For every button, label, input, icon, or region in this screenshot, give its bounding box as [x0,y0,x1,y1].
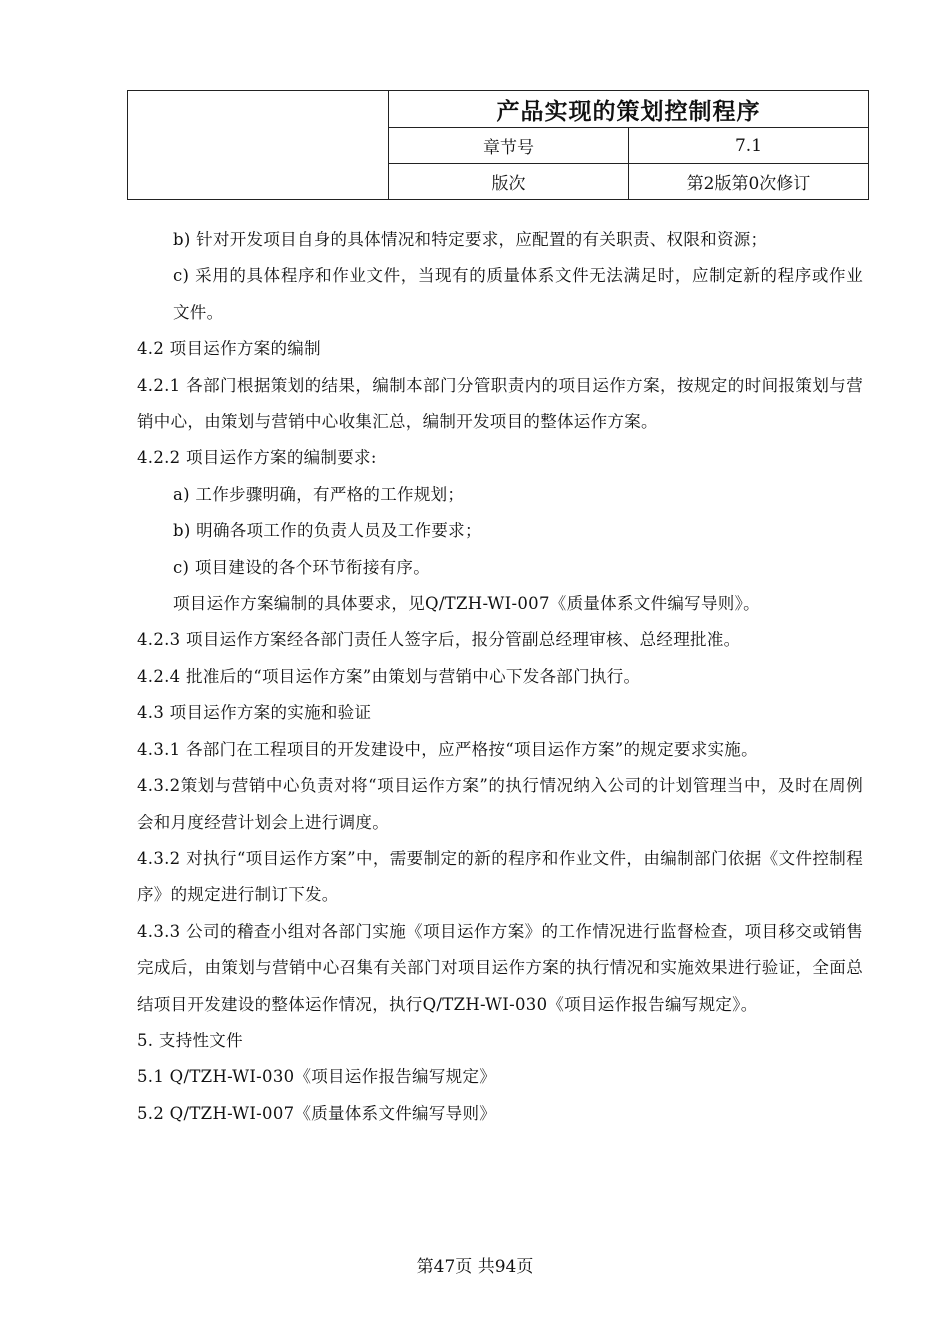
body-paragraph: 4.3.2策划与营销中心负责对将“项目运作方案”的执行情况纳入公司的计划管理当中，及时在周例会和月度经营计划会上进行调度。 [137,776,863,832]
version-label: 版次 [389,164,629,200]
chapter-label: 章节号 [389,128,629,164]
body-paragraph: 4.3.1 各部门在工程项目的开发建设中，应严格按“项目运作方案”的规定要求实施。 [137,739,758,759]
body-paragraph: a) 工作步骤明确，有严格的工作规划； [173,484,465,504]
body-paragraph: 4.2 项目运作方案的编制 [137,339,321,359]
body-paragraph: 5.2 Q/TZH-WI-007《质量体系文件编写导则》 [137,1103,497,1123]
chapter-value: 7.1 [629,128,869,164]
document-body [137,222,863,1132]
body-paragraph: 4.3.3 公司的稽查小组对各部门实施《项目运作方案》的工作情况进行监督检查，项目移交或销售完成后，由策划与营销中心召集有关部门对项目运作方案的执行情况和实施效果进行验证，全面总结项目开发建设的整体运作情况，执行Q/TZH-WI-030《项目运作报告编写规定》。 [137,921,863,1014]
body-paragraph: b) 针对开发项目自身的具体情况和特定要求，应配置的有关职责、权限和资源； [173,230,768,249]
body-paragraph: 5.1 Q/TZH-WI-030《项目运作报告编写规定》 [137,1067,497,1087]
version-value: 第2版第0次修订 [629,164,869,200]
header-logo-cell [128,91,389,200]
body-paragraph: b) 明确各项工作的负责人员及工作要求； [173,521,482,541]
body-paragraph: 项目运作方案编制的具体要求，见Q/TZH-WI-007《质量体系文件编写导则》。 [173,594,760,614]
document-title: 产品实现的策划控制程序 [389,91,869,128]
body-paragraph: 4.2.4 批准后的“项目运作方案”由策划与营销中心下发各部门执行。 [137,666,641,686]
body-paragraph: 4.2.2 项目运作方案的编制要求: [137,448,377,468]
document-header-table [127,90,869,200]
body-paragraph: 4.2.1 各部门根据策划的结果，编制本部门分管职责内的项目运作方案，按规定的时间报策划与营销中心，由策划与营销中心收集汇总，编制开发项目的整体运作方案。 [137,375,863,432]
body-paragraph: c) 采用的具体程序和作业文件，当现有的质量体系文件无法满足时，应制定新的程序或作业文件。 [173,266,863,322]
body-paragraph: 4.2.3 项目运作方案经各部门责任人签字后，报分管副总经理审核、总经理批准。 [137,630,741,650]
body-paragraph: 4.3 项目运作方案的实施和验证 [137,703,372,723]
page-footer: 第47页 共94页 [416,1257,534,1277]
body-paragraph: c) 项目建设的各个环节衔接有序。 [173,557,431,577]
body-paragraph: 4.3.2 对执行“项目运作方案”中，需要制定的新的程序和作业文件，由编制部门依据《文件控制程序》的规定进行制订下发。 [137,848,863,905]
body-paragraph: 5. 支持性文件 [137,1030,243,1050]
